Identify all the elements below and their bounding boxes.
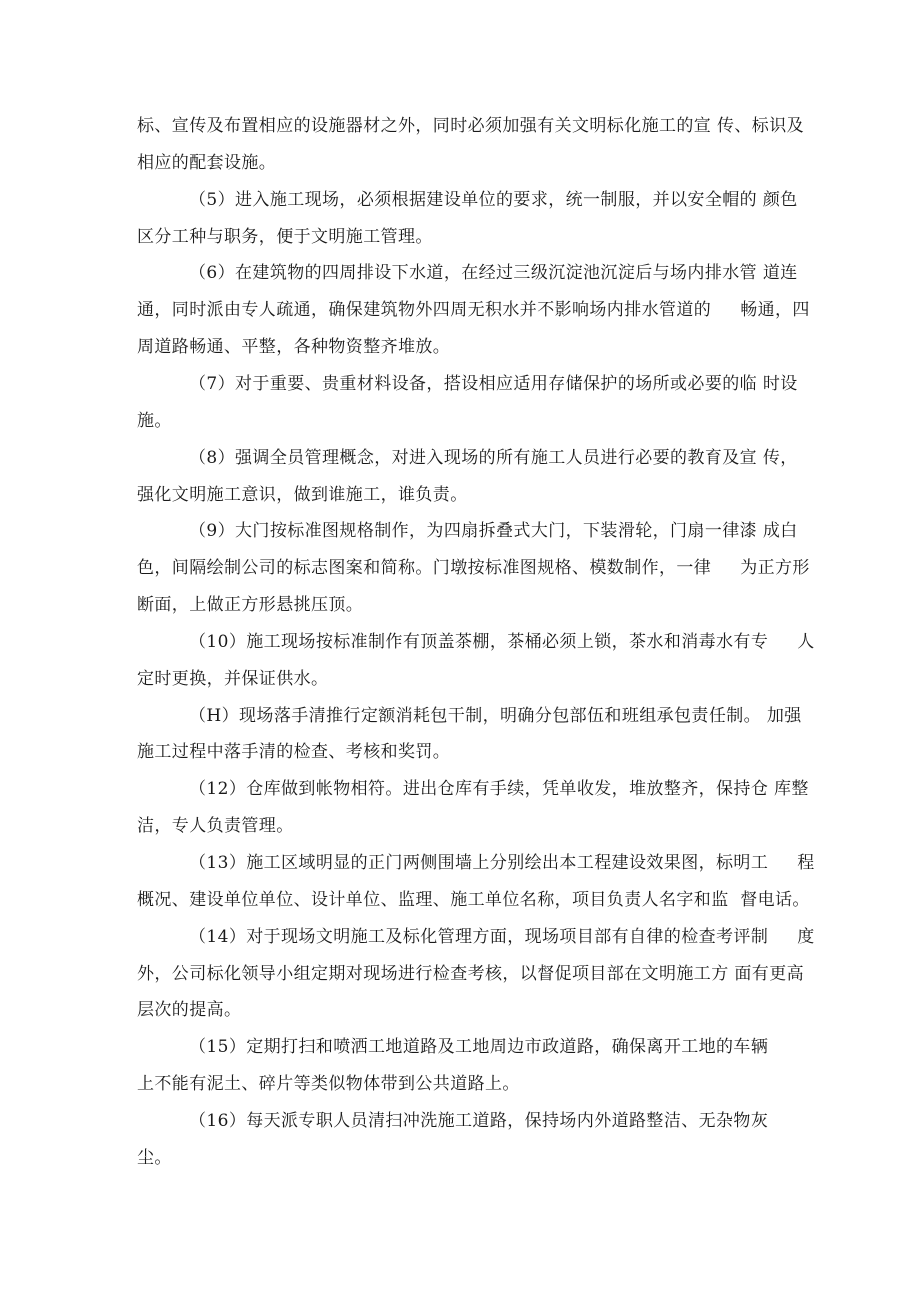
text-line: 断面，上做正方形悬挑压顶。 [137, 595, 364, 615]
text-line: 洁，专人负责管理。 [137, 816, 294, 836]
item-15-line: （15）定期打扫和喷洒工地道路及工地周边市政道路，确保离开工地的车辆 [189, 1037, 769, 1057]
text-line: 施工过程中落手清的检查、考核和奖罚。 [137, 742, 451, 762]
item-10-line: （10）施工现场按标准制作有顶盖茶棚，茶桶必须上锁，茶水和消毒水有专 人 [189, 632, 815, 652]
text-line: 色，间隔绘制公司的标志图案和简称。门墩按标准图规格、模数制作，一律 为正方形 [137, 558, 810, 578]
item-8-line: （8）强调全员管理概念，对进入现场的所有施工人员进行必要的教育及宣 传， [189, 448, 798, 468]
item-16-line: （16）每天派专职人员清扫冲洗施工道路，保持场内外道路整洁、无杂物灰 [189, 1111, 769, 1131]
text-line: 周道路畅通、平整，各种物资整齐堆放。 [137, 337, 451, 357]
text-line: 施。 [137, 411, 172, 431]
text-line: 上不能有泥土、碎片等类似物体带到公共道路上。 [137, 1074, 520, 1094]
text-line: 强化文明施工意识，做到谁施工，谁负责。 [137, 485, 468, 505]
item-14-line: （14）对于现场文明施工及标化管理方面，现场项目部有自律的检查考评制 度 [189, 927, 815, 947]
text-line: 区分工种与职务，便于文明施工管理。 [137, 227, 433, 247]
text-line: 外，公司标化领导小组定期对现场进行检查考核，以督促项目部在文明施工方 面有更高 [137, 964, 805, 984]
item-5-line: （5）进入施工现场，必须根据建设单位的要求，统一制服，并以安全帽的 颜色 [189, 190, 798, 210]
item-11-line: （H）现场落手清推行定额消耗包干制，明确分包部伍和班组承包责任制。 加强 [189, 706, 802, 726]
text-line: 标、宣传及布置相应的设施器材之外，同时必须加强有关文明标化施工的宣 传、标识及 [137, 116, 805, 136]
text-line: 相应的配套设施。 [137, 153, 277, 173]
text-line: 概况、建设单位单位、设计单位、监理、施工单位名称，项目负责人名字和监 督电话。 [137, 890, 810, 910]
text-line: 通，同时派由专人疏通，确保建筑物外四周无积水并不影响场内排水管道的 畅通，四 [137, 300, 810, 320]
text-line: 尘。 [137, 1148, 172, 1168]
item-9-line: （9）大门按标准图规格制作，为四扇拆叠式大门，下装滑轮，门扇一律漆 成白 [189, 521, 798, 541]
item-12-line: （12）仓库做到帐物相符。进出仓库有手续，凭单收发，堆放整齐，保持仓 库整 [189, 779, 809, 799]
item-7-line: （7）对于重要、贵重材料设备，搭设相应适用存储保护的场所或必要的临 时设 [189, 374, 798, 394]
item-6-line: （6）在建筑物的四周排设下水道，在经过三级沉淀池沉淀后与场内排水管 道连 [189, 263, 798, 283]
text-line: 层次的提高。 [137, 1000, 242, 1020]
item-13-line: （13）施工区域明显的正门两侧围墙上分别绘出本工程建设效果图，标明工 程 [189, 853, 815, 873]
text-line: 定时更换，并保证供水。 [137, 669, 329, 689]
